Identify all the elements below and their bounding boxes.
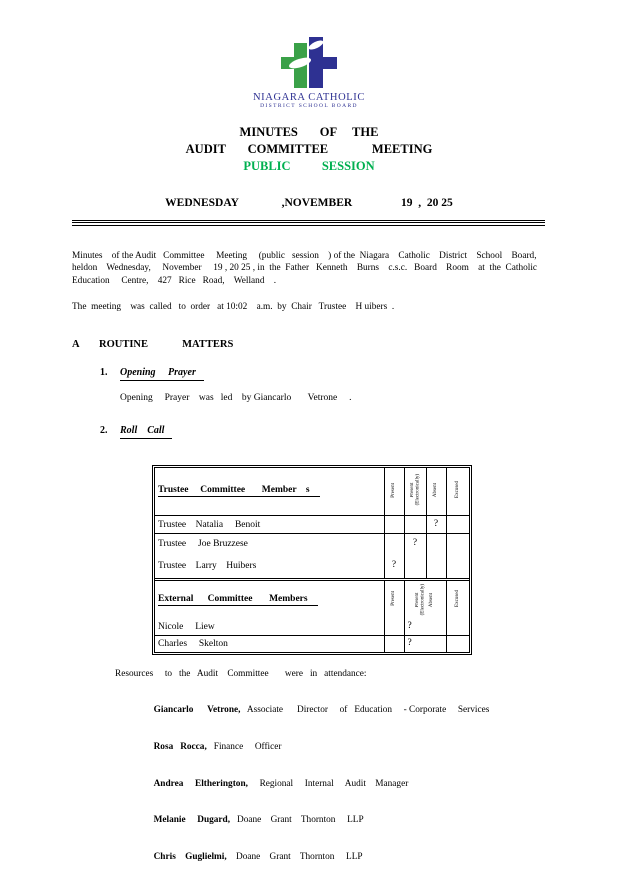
member-name: Charles Skelton (155, 635, 384, 652)
present-cell (384, 635, 404, 652)
col-header-present: Present (384, 468, 404, 516)
trustee-header-row (155, 468, 469, 516)
attendee-role: Finance Officer (206, 741, 282, 752)
meeting-date: WEDNESDAY ,NOVEMBER 19 , 20 25 (165, 197, 453, 209)
attendee-name: Rosa Rocca, (153, 741, 207, 752)
present-cell (384, 516, 404, 534)
attendee-role: Regional Internal Audit Manager (247, 778, 409, 789)
absent-cell (426, 554, 446, 578)
external-members-table (155, 578, 469, 653)
item-number: 1. (100, 366, 108, 378)
attendee-name: Chris Guglielmi, (153, 851, 227, 862)
trustee-header-cell (155, 468, 384, 516)
external-header-row (155, 579, 469, 619)
member-name: Trustee Natalia Benoit (155, 516, 384, 534)
agenda-item-opening-prayer (100, 366, 545, 381)
section-title: ROUTINE MATTERS (99, 338, 234, 350)
attendee-role: Doane Grant Thornton LLP (226, 851, 363, 862)
col-header-present-electronically: Present (Electronically) (404, 468, 426, 516)
external-table-title: External Committee Members (158, 594, 318, 606)
intro-paragraph (72, 250, 545, 287)
absent-mark: ? (426, 516, 446, 534)
item-number: 2. (100, 424, 108, 436)
table-row-huibers (155, 554, 469, 578)
table-row-skelton (155, 635, 469, 652)
table-row-bruzzese (155, 534, 469, 554)
attendee-role: Associate Director of Education - Corporate Services (240, 705, 490, 716)
attendee-name: Andrea Eltherington, (153, 778, 248, 789)
title-line-2: AUDIT COMMITTEE MEETING (185, 142, 433, 156)
document-title (0, 124, 618, 175)
excused-cell (446, 635, 469, 652)
member-name: Trustee Joe Bruzzese (155, 534, 384, 554)
attendee-row (135, 729, 545, 766)
cross-logo-icon (277, 36, 341, 90)
col-header-absent: Absent (426, 468, 446, 516)
attendance-mark: ? (404, 619, 446, 635)
resources-intro: Resources to the Audit Committee were in attendance: (115, 669, 367, 680)
intro-line: heldon Wednesday, November 19 , 20 25 , in the Father Kenneth Burns c.s.c. Board Room at the Catholic (72, 263, 538, 274)
attendee-role: Doane Grant Thornton LLP (230, 815, 364, 826)
public-session-label: PUBLIC SESSION (243, 159, 375, 173)
attendee-row (135, 765, 545, 802)
attendee-row (135, 692, 545, 729)
org-subtitle: DISTRICT SCHOOL BOARD (260, 103, 358, 109)
called-to-order-line: The meeting was called to order at 10:02 a.m. by Chair Trustee H uibers . (72, 302, 395, 313)
excused-cell (446, 619, 469, 635)
col-header-excused: Excused (446, 468, 469, 516)
trustee-table-title: Trustee Committee Member s (158, 485, 320, 497)
called-to-order-paragraph (72, 301, 545, 313)
absent-cell (426, 534, 446, 554)
col-header-excused: Excused (446, 579, 469, 619)
present-e-cell (404, 554, 426, 578)
section-a-heading (72, 338, 545, 351)
col-header-present: Present (384, 579, 404, 619)
item-title: Opening Prayer (120, 366, 204, 381)
col-header-present-e-absent: Present (Electronically) Absent (404, 579, 446, 619)
divider-rule (72, 220, 545, 226)
opening-prayer-text: Opening Prayer was led by Giancarlo Vetrone . (120, 392, 352, 403)
present-mark: ? (384, 554, 404, 578)
table-row-liew (155, 619, 469, 635)
intro-line: Education Centre, 427 Rice Road, Welland . (72, 275, 277, 286)
item-title: Roll Call (120, 424, 172, 439)
attendee-name: Giancarlo Vetrone, (153, 705, 241, 716)
attendance-mark: ? (404, 635, 446, 652)
section-letter: A (72, 338, 80, 350)
roll-call-table (152, 465, 472, 656)
document-body (0, 220, 618, 875)
excused-cell (446, 554, 469, 578)
intro-line: Minutes of the Audit Committee Meeting (public session ) of the Niagara Catholic District School Board, (72, 251, 537, 261)
present-e-mark: ? (404, 534, 426, 554)
trustee-members-table (155, 468, 469, 578)
attendee-name: Melanie Dugard, (153, 815, 231, 826)
title-line-1: MINUTES OF THE (239, 125, 379, 139)
excused-cell (446, 516, 469, 534)
attendee-row (135, 839, 545, 875)
attendees-list (135, 692, 545, 875)
member-name: Nicole Liew (155, 619, 384, 635)
present-cell (384, 619, 404, 635)
excused-cell (446, 534, 469, 554)
org-name: NIAGARA CATHOLIC (253, 92, 365, 103)
external-header-cell (155, 579, 384, 619)
attendee-row (135, 802, 545, 839)
agenda-item-roll-call (100, 424, 545, 439)
member-name: Trustee Larry Huibers (155, 554, 384, 578)
board-logo (0, 0, 618, 110)
present-cell (384, 534, 404, 554)
present-e-cell (404, 516, 426, 534)
table-row-benoit (155, 516, 469, 534)
